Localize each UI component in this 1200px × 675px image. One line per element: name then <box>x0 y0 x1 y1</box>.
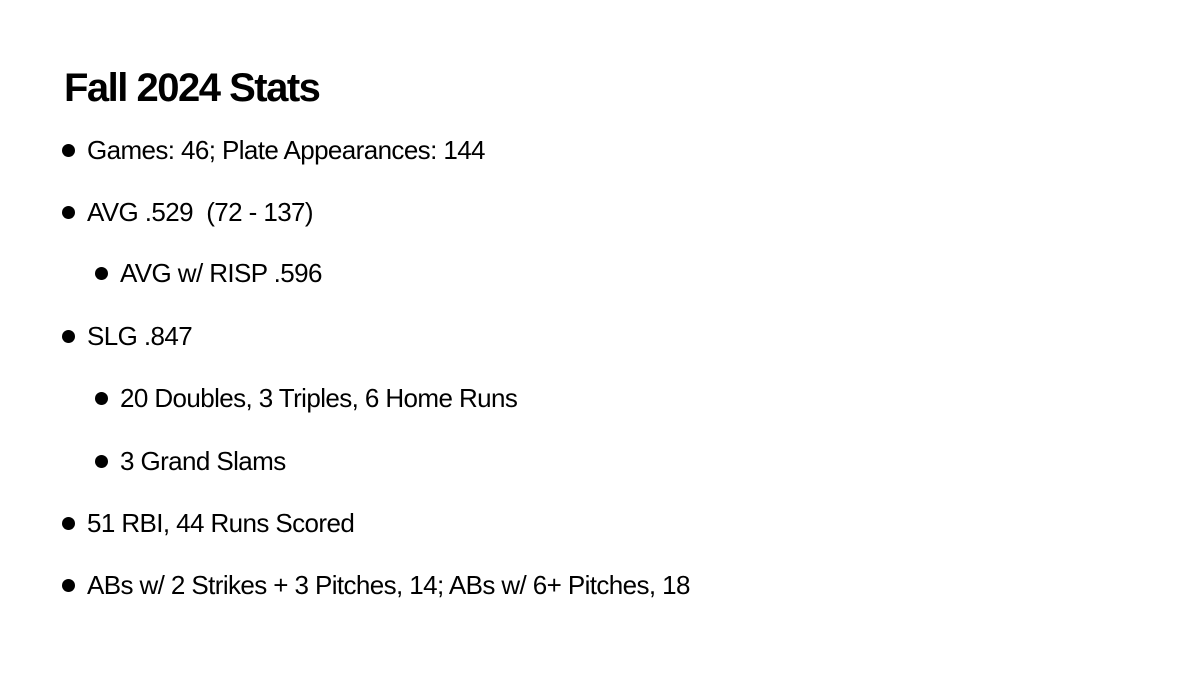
bullet-text: AVG .529 (72 - 137) <box>87 197 313 227</box>
bullet-dot-icon <box>95 392 108 405</box>
bullet-dot-icon <box>62 206 75 219</box>
sub-bullet-avg-risp <box>95 253 322 293</box>
bullet-text: ABs w/ 2 Strikes + 3 Pitches, 14; ABs w/ 6+ Pitches, 18 <box>87 570 690 600</box>
slide-title: Fall 2024 Stats <box>64 66 320 110</box>
bullet-at-bats <box>62 565 690 605</box>
bullet-dot-icon <box>62 517 75 530</box>
bullet-dot-icon <box>62 579 75 592</box>
bullet-dot-icon <box>62 144 75 157</box>
bullet-dot-icon <box>95 455 108 468</box>
bullet-text: 51 RBI, 44 Runs Scored <box>87 508 355 538</box>
sub-bullet-grand-slams <box>95 441 286 481</box>
bullet-slg <box>62 316 192 356</box>
bullet-dot-icon <box>62 330 75 343</box>
sub-bullet-extra-base-hits <box>95 378 517 418</box>
bullet-text: AVG w/ RISP .596 <box>120 258 322 288</box>
bullet-rbi-runs <box>62 503 354 543</box>
bullet-dot-icon <box>95 267 108 280</box>
bullet-avg <box>62 192 313 232</box>
bullet-text: 3 Grand Slams <box>120 446 286 476</box>
bullet-text: Games: 46; Plate Appearances: 144 <box>87 135 485 165</box>
bullet-text: 20 Doubles, 3 Triples, 6 Home Runs <box>120 383 518 413</box>
bullet-text: SLG .847 <box>87 321 193 351</box>
bullet-games <box>62 130 485 170</box>
